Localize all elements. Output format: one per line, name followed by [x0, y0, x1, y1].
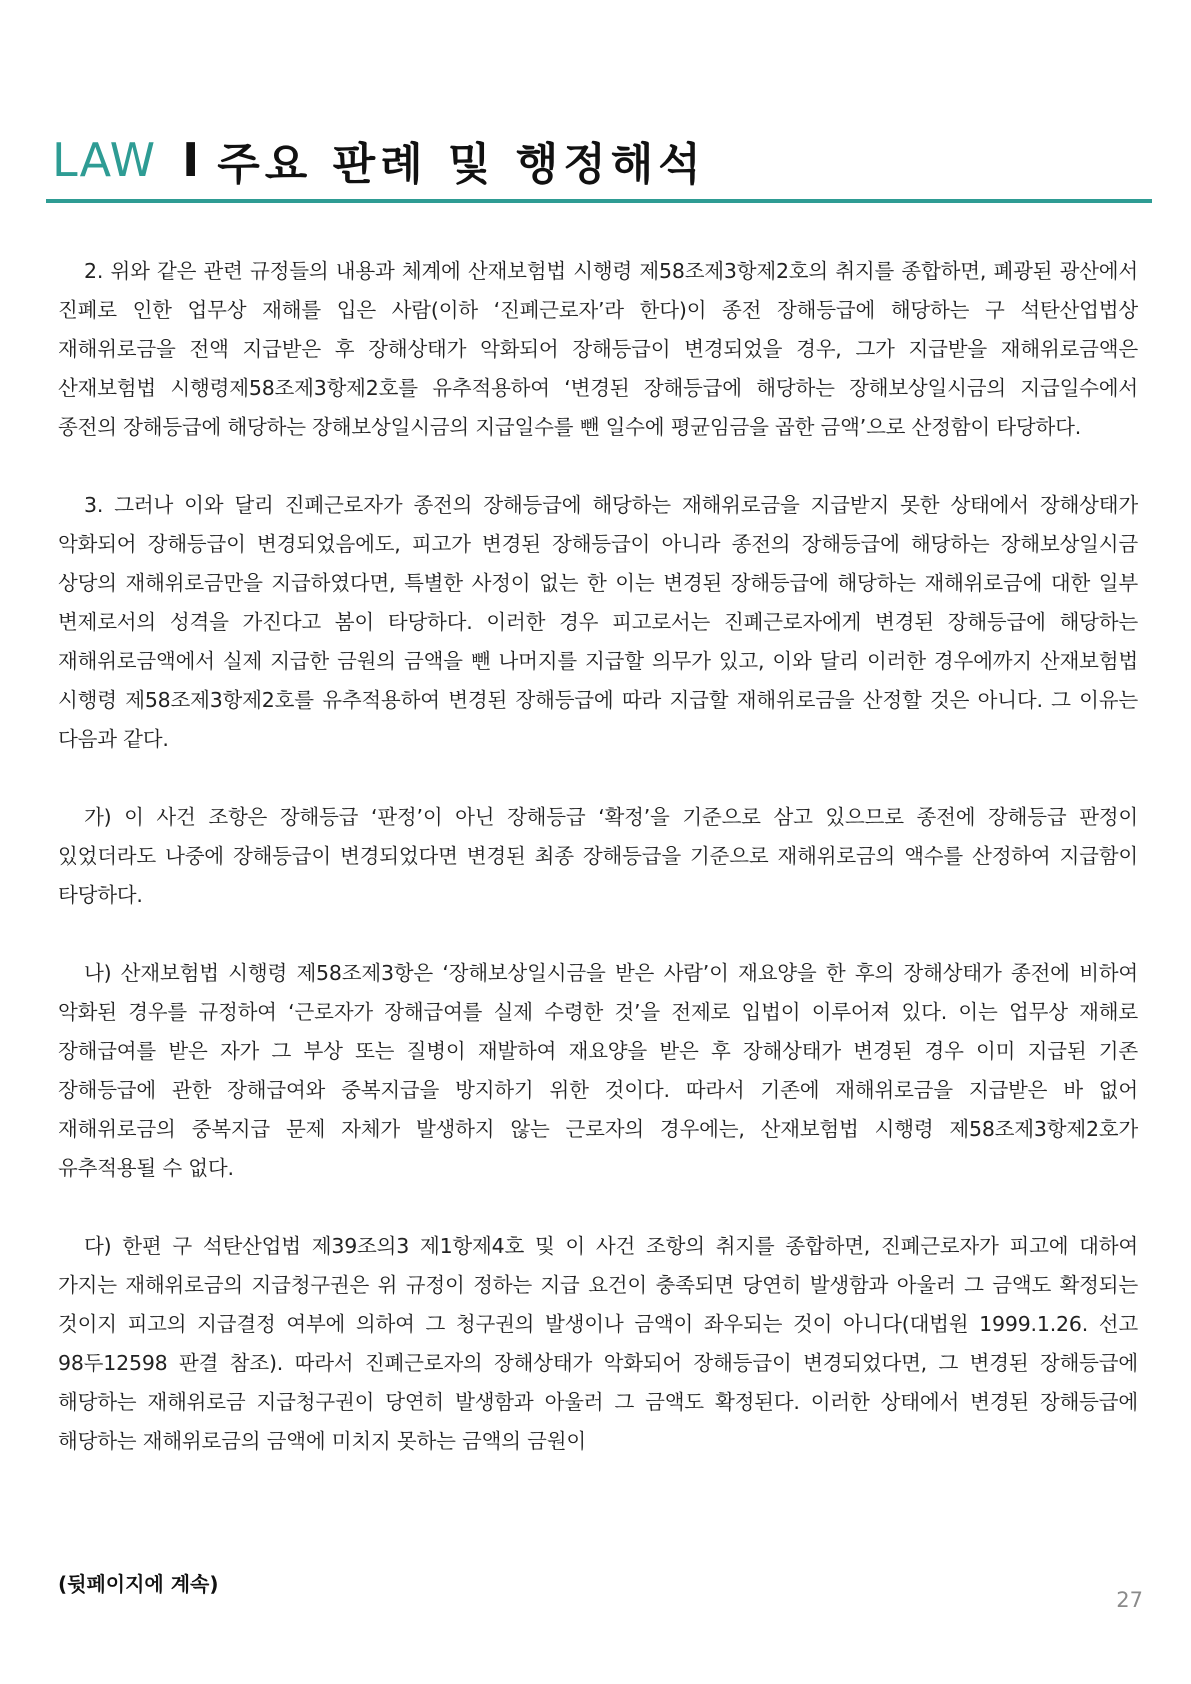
- paragraph-na: 나) 산재보험법 시행령 제58조제3항은 ‘장해보상일시금을 받은 사람’이 재요양을 한 후의 장해상태가 종전에 비하여 악화된 경우를 규정하여 ‘근로자가 장해급여를 실제 수령한 것’을 전제로 입법이 이루어져 있다. 이는 업무상 재해로 장해급여를 받은 자가 그 부상 또는 질병이 재발하여 재요양을 받은 후 장해상태가 변경된 경우 이미 지급된 기존 장해등급에 관한 장해급여와 중복지급을 방지하기 위한 것이다. 따라서 기존에 재해위로금을 지급받은 바 없어 재해위로금의 중복지급 문제 자체가 발생하지 않는 근로자의 경우에는, 산재보험법 시행령 제58조제3항제2호가 유추적용될 수 없다.: [58, 961, 1138, 1180]
- continued-note: (뒷페이지에 계속): [58, 1572, 219, 1596]
- page-header: [52, 128, 1142, 192]
- page-number: 27: [1116, 1588, 1143, 1612]
- paragraph-ga: 가) 이 사건 조항은 장해등급 ‘판정’이 아닌 장해등급 ‘확정’을 기준으로 삼고 있으므로 종전에 장해등급 판정이 있었더라도 나중에 장해등급이 변경되었다면 변경된 최종 장해등급을 기준으로 재해위로금의 액수를 산정하여 지급함이 타당하다.: [58, 805, 1138, 907]
- section-brand: LAW: [52, 133, 157, 187]
- paragraph-da: 다) 한편 구 석탄산업법 제39조의3 제1항제4호 및 이 사건 조항의 취지를 종합하면, 진폐근로자가 피고에 대하여 가지는 재해위로금의 지급청구권은 위 규정이 정하는 지급 요건이 충족되면 당연히 발생함과 아울러 그 금액도 확정되는 것이지 피고의 지급결정 여부에 의하여 그 청구권의 발생이나 금액이 좌우되는 것이 아니다(대법원 1999.1.26. 선고 98두12598 판결 참조). 따라서 진폐근로자의 장해상태가 악화되어 장해등급이 변경되었다면, 그 변경된 장해등급에 해당하는 재해위로금 지급청구권이 당연히 발생함과 아울러 그 금액도 확정된다. 이러한 상태에서 변경된 장해등급에 해당하는 재해위로금의 금액에 미치지 못하는 금액의 금원이: [58, 1234, 1138, 1453]
- paragraph-3: 3. 그러나 이와 달리 진폐근로자가 종전의 장해등급에 해당하는 재해위로금을 지급받지 못한 상태에서 장해상태가 악화되어 장해등급이 변경되었음에도, 피고가 변경된 장해등급이 아니라 종전의 장해등급에 해당하는 장해보상일시금 상당의 재해위로금만을 지급하였다면, 특별한 사정이 없는 한 이는 변경된 장해등급에 해당하는 재해위로금에 대한 일부 변제로서의 성격을 가진다고 봄이 타당하다. 이러한 경우 피고로서는 진폐근로자에게 변경된 장해등급에 해당하는 재해위로금액에서 실제 지급한 금원의 금액을 뺀 나머지를 지급할 의무가 있고, 이와 달리 이러한 경우에까지 산재보험법 시행령 제58조제3항제2호를 유추적용하여 변경된 장해등급에 따라 지급할 재해위로금을 산정할 것은 아니다. 그 이유는 다음과 같다.: [58, 493, 1138, 751]
- page-title: 주요 판례 및 행정해석: [217, 139, 706, 190]
- title-separator: I: [182, 133, 200, 187]
- header-divider: [46, 199, 1152, 203]
- document-body: [58, 252, 1138, 1500]
- paragraph-2: 2. 위와 같은 관련 규정들의 내용과 체계에 산재보험법 시행령 제58조제3항제2호의 취지를 종합하면, 폐광된 광산에서 진폐로 인한 업무상 재해를 입은 사람(이하 ‘진폐근로자’라 한다)이 종전 장해등급에 해당하는 구 석탄산업법상 재해위로금을 전액 지급받은 후 장해상태가 악화되어 장해등급이 변경되었을 경우, 그가 지급받을 재해위로금액은 산재보험법 시행령제58조제3항제2호를 유추적용하여 ‘변경된 장해등급에 해당하는 장해보상일시금의 지급일수에서 종전의 장해등급에 해당하는 장해보상일시금의 지급일수를 뺀 일수에 평균임금을 곱한 금액’으로 산정함이 타당하다.: [58, 259, 1138, 439]
